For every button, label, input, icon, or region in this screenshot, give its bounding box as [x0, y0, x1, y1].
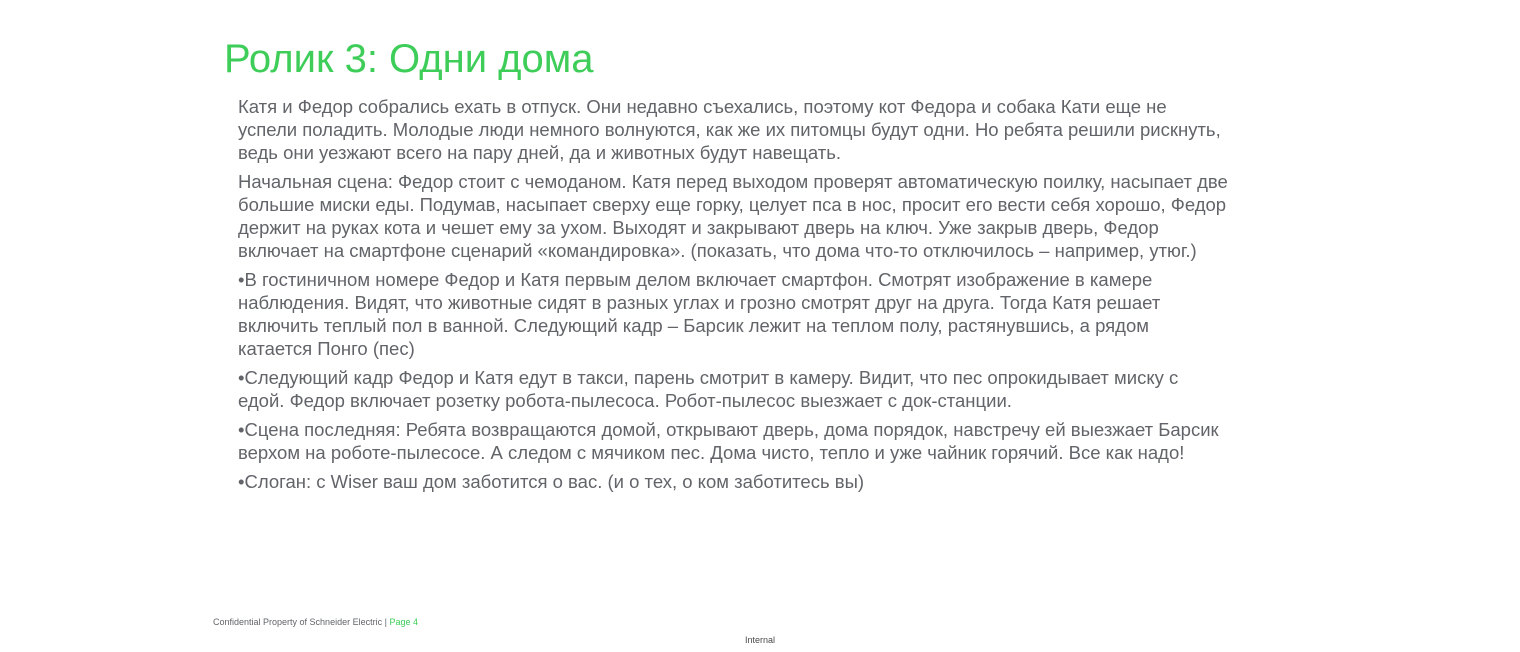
slide-title: Ролик 3: Одни дома [224, 37, 594, 81]
final-scene-paragraph: •Сцена последняя: Ребята возвращаются домой, открывают дверь, дома порядок, навстречу ей выезжает Барсик верхом на роботе-пылесосе. А следом с мячиком пес. Дома чисто, тепло и уже чайник горячий. Все как надо! [238, 419, 1219, 463]
footer-confidential [213, 616, 418, 628]
slogan-paragraph: •Слоган: с Wiser ваш дом заботится о вас. (и о тех, о ком заботитесь вы) [238, 471, 865, 492]
taxi-scene-paragraph: •Следующий кадр Федор и Катя едут в такси, парень смотрит в камеру. Видит, что пес опрокидывает миску с едой. Федор включает розетку робота-пылесоса. Робот-пылесос выезжает с док-станции. [238, 367, 1179, 411]
hotel-scene-paragraph: •В гостиничном номере Федор и Катя первым делом включает смартфон. Смотрят изображение в камере наблюдения. Видят, что животные сидят в разных углах и грозно смотрят друг на друга. Тогда Катя решает включить теплый пол в ванной. Следующий кадр – Барсик лежит на теплом полу, растянувшись, а рядом катается Понго (пес) [238, 269, 1161, 359]
footer-page-number: Page 4 [389, 617, 418, 627]
intro-paragraph: Катя и Федор собрались ехать в отпуск. Они недавно съехались, поэтому кот Федора и собака Кати еще не успели поладить. Молодые люди немного волнуются, как же их питомцы будут одни. Но ребята решили рискнуть, ведь они уезжают всего на пару дней, да и животных будут навещать. [238, 96, 1221, 163]
footer-confidential-text: Confidential Property of Schneider Electric | [213, 617, 390, 627]
footer-classification: Internal [744, 635, 776, 645]
slide-body [238, 95, 1228, 499]
opening-scene-paragraph: Начальная сцена: Федор стоит с чемоданом. Катя перед выходом проверят автоматическую поилку, насыпает две большие миски еды. Подумав, насыпает сверху еще горку, целует пса в нос, просит его вести себя хорошо, Федор держит на руках кота и чешет ему за ухом. Выходят и закрывают дверь на ключ. Уже закрыв дверь, Федор включает на смартфоне сценарий «командировка». (показать, что дома что-то отключилось – например, утюг.) [238, 171, 1228, 261]
